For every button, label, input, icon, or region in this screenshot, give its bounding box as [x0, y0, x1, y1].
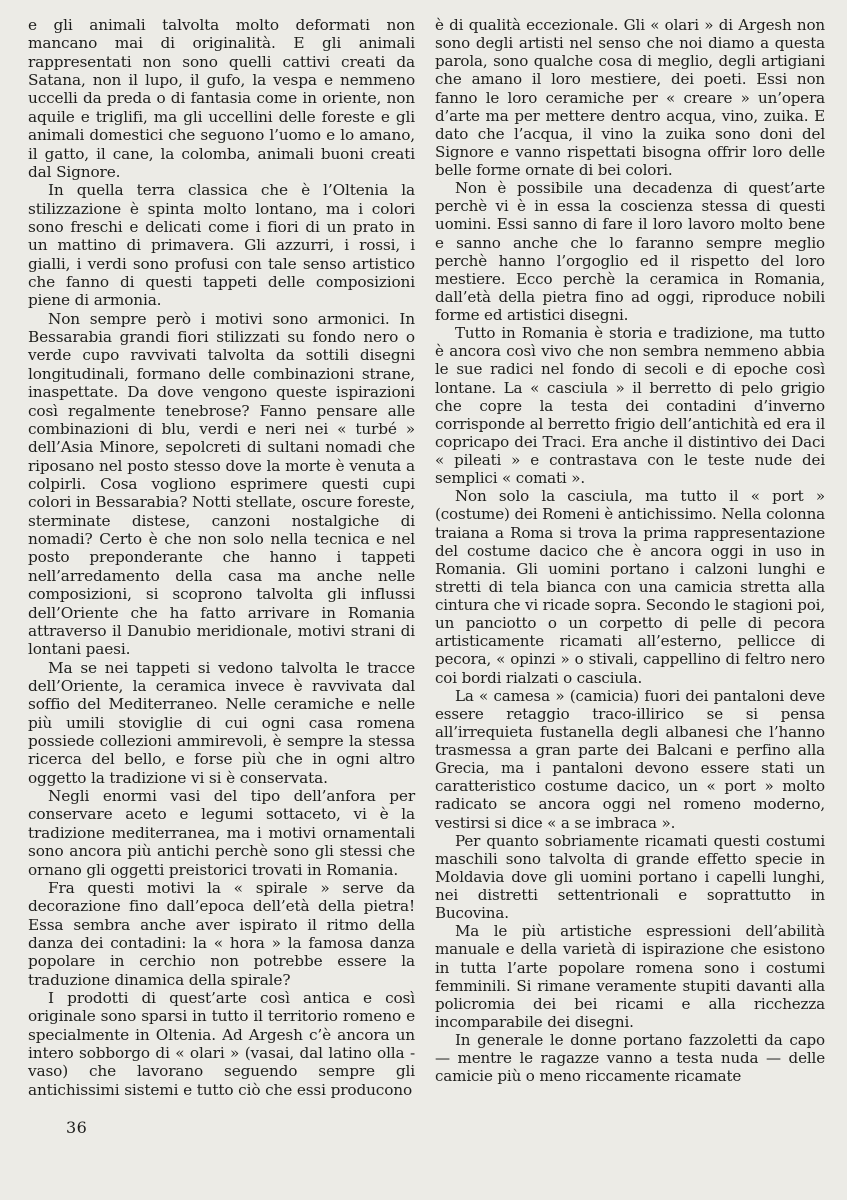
paragraph: Tutto in Romania è storia e tradizione, ma tutto è ancora così vivo che non sembra nemmeno abbia le sue radici nel fondo di secoli e di epoche così lontane. La « casciula » il berretto di pelo grigio che copre la testa dei contadini d’inverno corrisponde al berretto frigio dell’antichità ed era il copricapo dei Traci. Era anche il distintivo dei Daci « pileati » e contrastava con le teste nude dei semplici « comati ».	[435, 324, 825, 488]
left-text-column	[28, 16, 415, 1099]
paragraph: Ma se nei tappeti si vedono talvolta le tracce dell’Oriente, la ceramica invece è ravvivata dal soffio del Mediterraneo. Nelle ceramiche e nelle più umili stoviglie di cui ogni casa romena possiede collezioni ammirevoli, è sempre la stessa ricerca del bello, e forse più che in ogni altro oggetto la tradizione vi si è conservata.	[28, 658, 415, 787]
paragraph: In quella terra classica che è l’Oltenia la stilizzazione è spinta molto lontano, ma i colori sono freschi e delicati come i fiori di un prato in un mattino di primavera. Gli azzurri, i rossi, i gialli, i verdi sono profusi con tale senso artistico che fanno di questi tappeti delle composizioni piene di armonia.	[28, 181, 415, 310]
paragraph: I prodotti di quest’arte così antica e così originale sono sparsi in tutto il territorio romeno e specialmente in Oltenia. Ad Argesh c’è ancora un intero sobborgo di « olari » (vasai, dal latino olla - vaso) che lavorano seguendo sempre gli antichissimi sistemi e tutto ciò che essi producono	[28, 989, 415, 1099]
paragraph: e gli animali talvolta molto deformati non mancano mai di originalità. E gli animali rappresentati non sono quelli cattivi creati da Satana, non il lupo, il gufo, la vespa e nemmeno uccelli da preda o di fantasia come in oriente, non aquile e triglifi, ma gli uccellini delle foreste e gli animali domestici che seguono l’uomo e lo amano, il gatto, il cane, la colomba, animali buoni creati dal Signore.	[28, 16, 415, 181]
paragraph: Non è possibile una decadenza di quest’arte perchè vi è in essa la coscienza stessa di questi uomini. Essi sanno di fare il loro lavoro molto bene e sanno anche che lo faranno sempre meglio perchè hanno l’orgoglio ed il rispetto del loro mestiere. Ecco perchè la ceramica in Romania, dall’età della pietra fino ad oggi, riproduce nobili forme ed artistici disegni.	[435, 179, 825, 324]
page-number: 36	[66, 1118, 88, 1137]
paragraph: Non solo la casciula, ma tutto il « port » (costume) dei Romeni è antichissimo. Nella colonna traiana a Roma si trova la prima rappresentazione del costume dacico che è ancora oggi in uso in Romania. Gli uomini portano i calzoni lunghi e stretti di tela bianca con una camicia stretta alla cintura che vi ricade sopra. Secondo le stagioni poi, un panciotto o un corpetto di pelle di pecora artisticamente ricamati all’esterno, pellicce di pecora, « opinzi » o stivali, cappellino di feltro nero coi bordi rialzati o casciula.	[435, 487, 825, 687]
paragraph: La « camesa » (camicia) fuori dei pantaloni deve essere retaggio traco-illirico se si pensa all’irrequieta fustanella degli albanesi che l’hanno trasmessa a gran parte dei Balcani e perfino alla Grecia, ma i pantaloni devono essere stati un caratteristico costume dacico, un « port » molto radicato se ancora oggi nel romeno moderno, vestirsi si dice « a se imbraca ».	[435, 686, 825, 832]
paragraph: Fra questi motivi la « spirale » serve da decorazione fino dall’epoca dell’età della pietra! Essa sembra anche aver ispirato il ritmo della danza dei contadini: la « hora » la famosa danza popolare in cerchio non potrebbe essere la traduzione dinamica della spirale?	[28, 878, 415, 989]
paragraph: Non sempre però i motivi sono armonici. In Bessarabia grandi fiori stilizzati su fondo nero o verde cupo ravvivati talvolta da sottili disegni longitudinali, formano delle combinazioni strane, inaspettate. Da dove vengono queste ispirazioni così regalmente tenebrose? Fanno pensare alle combinazioni di blu, verdi e neri nei « turbé » dell’Asia Minore, sepolcreti di sultani nomadi che riposano nel posto stesso dove la morte è venuta a colpirli. Cosa vogliono esprimere questi cupi colori in Bessarabia? Notti stellate, oscure foreste, sterminate distese, canzoni nostalgiche di nomadi? Certo è che non solo nella tecnica e nel posto preponderante che hanno i tappeti nell’arredamento della casa ma anche nelle composizioni, si scoprono talvolta gli influssi dell’Oriente che ha fatto arrivare in Romania attraverso il Danubio meridionale, motivi strani di lontani paesi.	[28, 309, 415, 659]
paragraph: Ma le più artistiche espressioni dell’abilità manuale e della varietà di ispirazione che esistono in tutta l’arte popolare romena sono i costumi femminili. Si rimane veramente stupiti davanti alla policromia dei bei ricami e alla ricchezza incomparabile dei disegni.	[435, 922, 825, 1031]
paragraph: Negli enormi vasi del tipo dell’anfora per conservare aceto e legumi sottaceto, vi è la tradizione mediterranea, ma i motivi ornamentali sono ancora più antichi perchè sono gli stessi che ornano gli oggetti preistorici trovati in Romania.	[28, 787, 415, 879]
paragraph: Per quanto sobriamente ricamati questi costumi maschili sono talvolta di grande effetto specie in Moldavia dove gli uomini portano i capelli lunghi, nei distretti settentrionali e soprattutto in Bucovina.	[435, 831, 825, 923]
paragraph: è di qualità eccezionale. Gli « olari » di Argesh non sono degli artisti nel senso che noi diamo a questa parola, sono qualche cosa di meglio, degli artigiani che amano il loro mestiere, dei poeti. Essi non fanno le loro ceramiche per « creare » un’opera d’arte ma per mettere dentro acqua, vino, zuika. E dato che l’acqua, il vino la zuika sono doni del Signore e vanno rispettati bisogna offrir loro delle belle forme ornate di bei colori.	[435, 16, 825, 179]
paragraph: In generale le donne portano fazzoletti da capo — mentre le ragazze vanno a testa nuda — delle camicie più o meno riccamente ricamate	[435, 1031, 825, 1086]
right-text-column	[435, 16, 825, 1085]
